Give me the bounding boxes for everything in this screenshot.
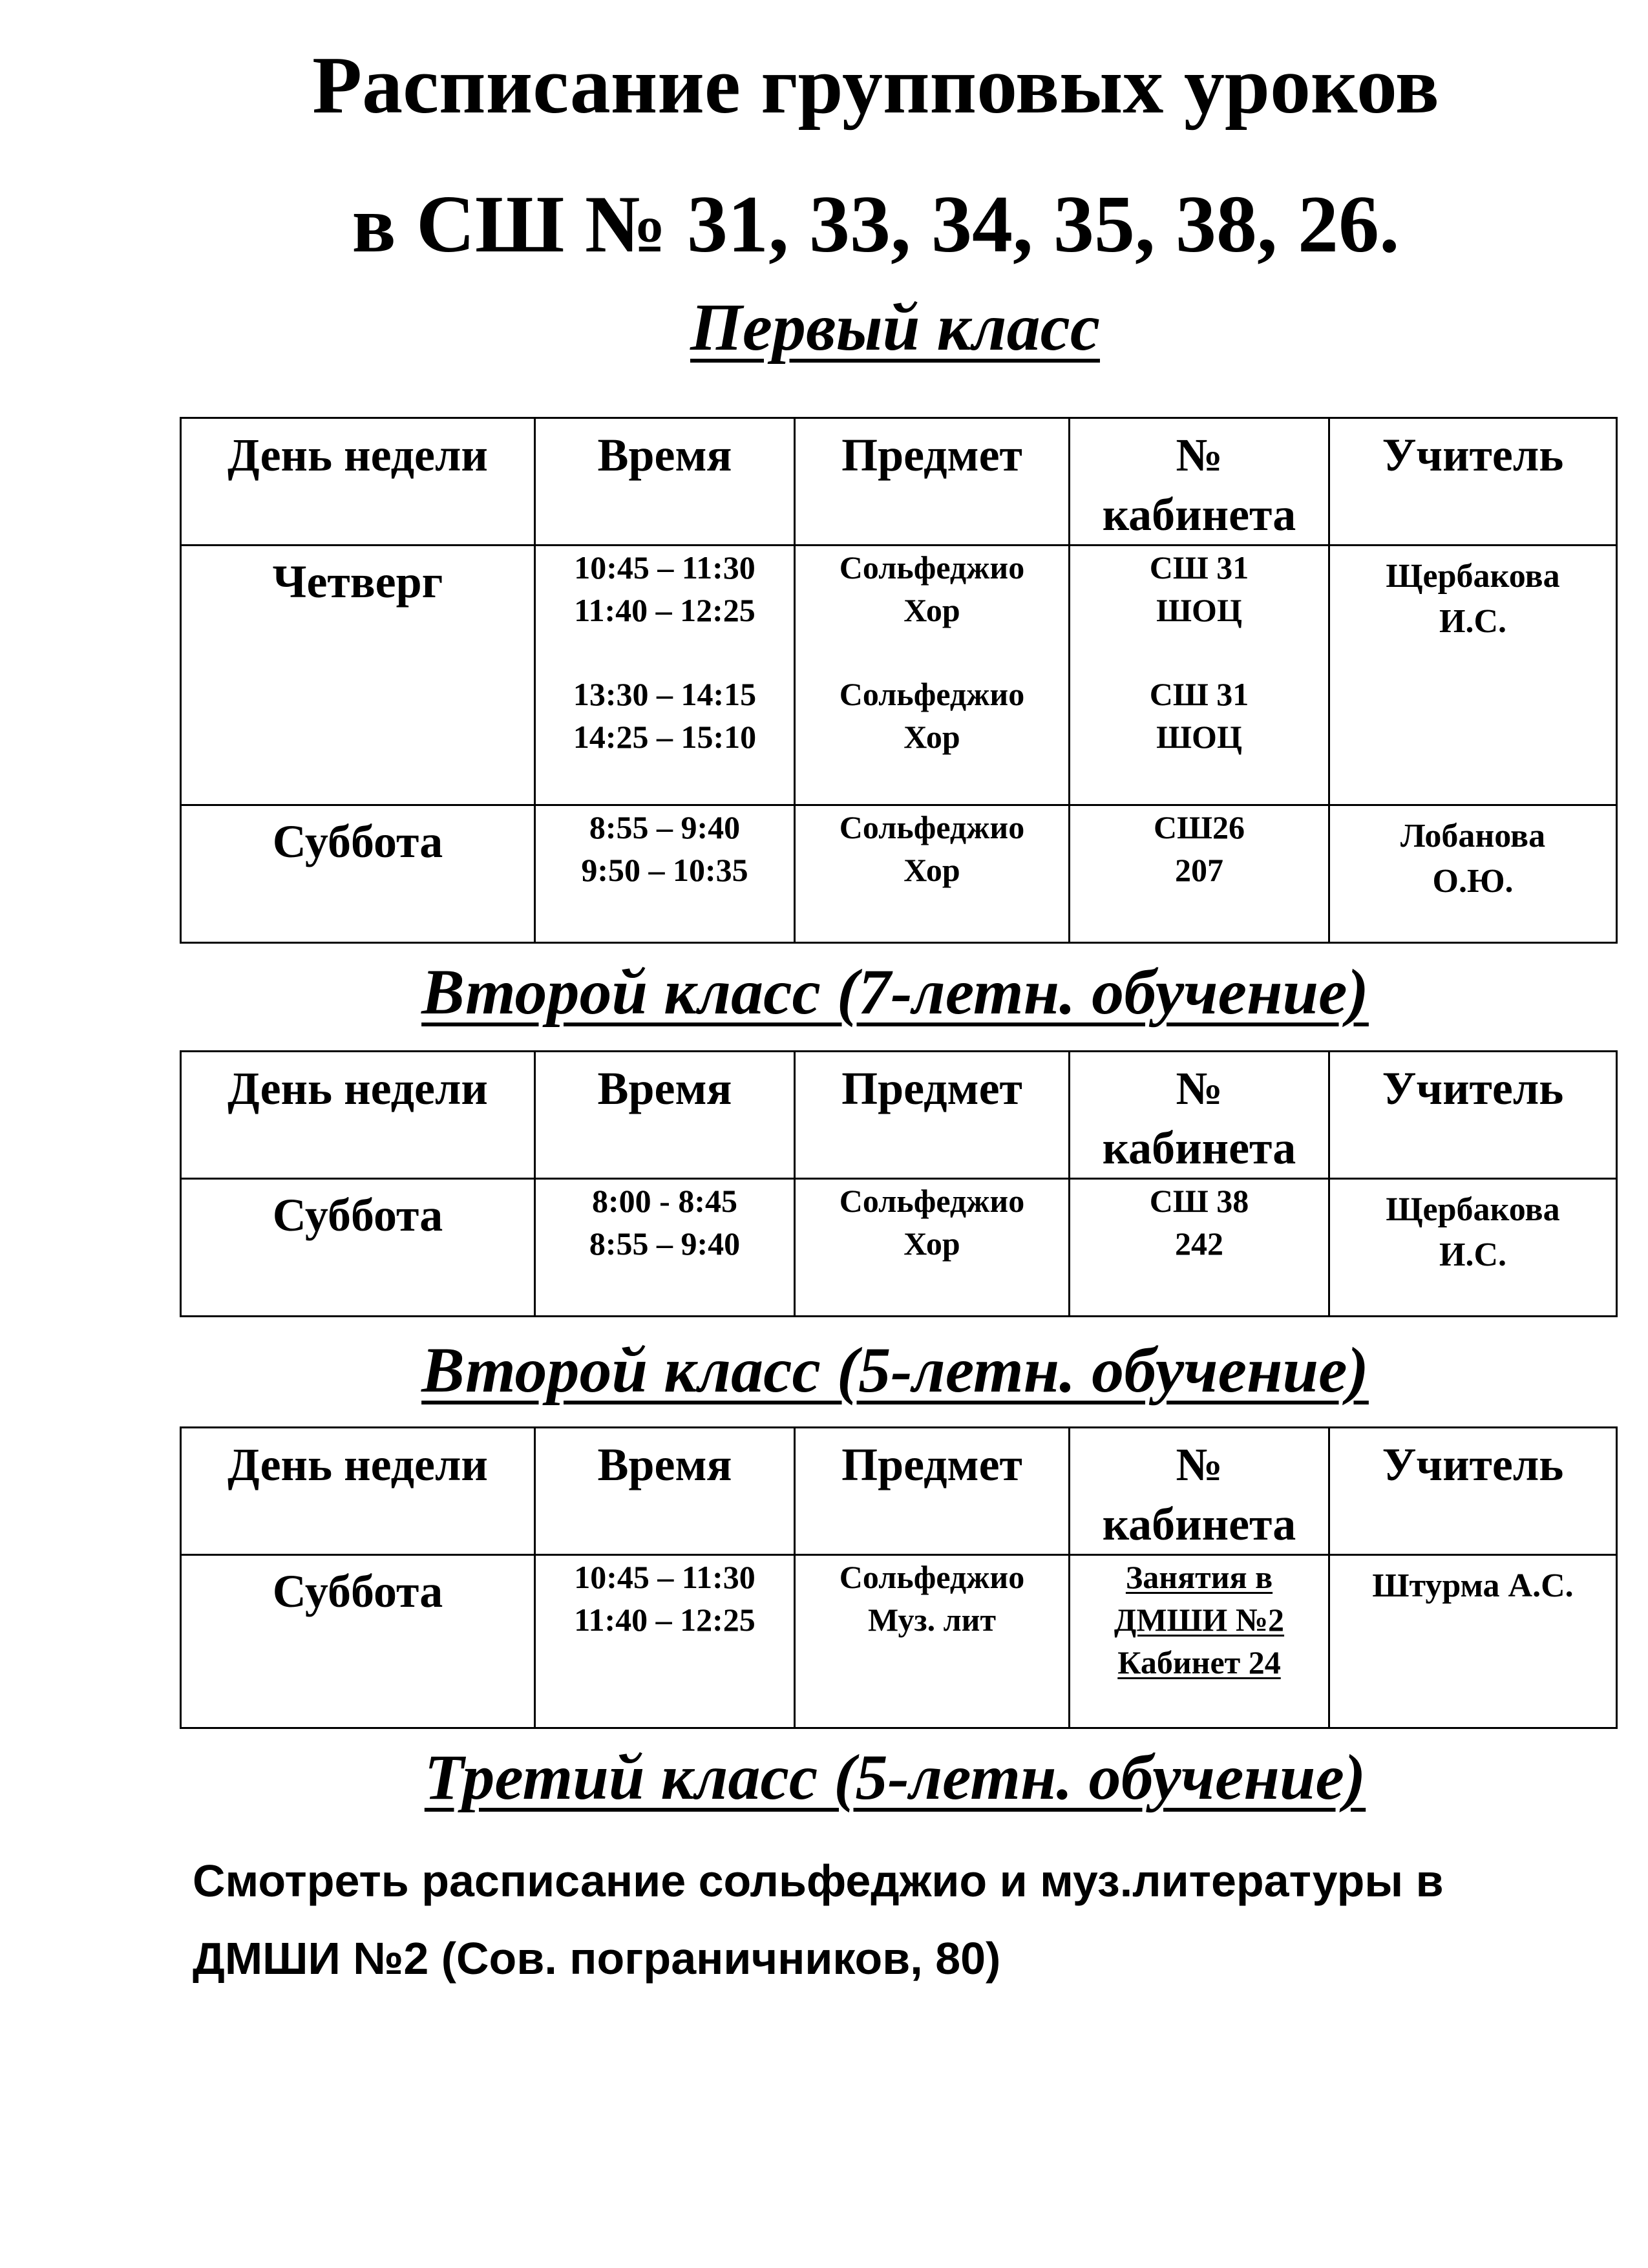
room-value: ШОЦ (1156, 592, 1242, 628)
subject-cell (795, 1179, 1070, 1317)
table-row (181, 546, 1617, 805)
note-line1: Смотреть расписание сольфеджио и муз.литературы в (193, 1856, 1444, 1906)
teacher-value: О.Ю. (1432, 863, 1514, 900)
time-cell (535, 546, 795, 805)
subject-cell (795, 805, 1070, 943)
table-header-row (181, 1052, 1617, 1179)
teacher-value: Щербакова (1386, 558, 1560, 595)
time-value: 10:45 – 11:30 (574, 1559, 755, 1595)
time-value: 9:50 – 10:35 (581, 852, 748, 888)
time-value: 10:45 – 11:30 (574, 549, 755, 586)
room-value: Кабинет 24 (1117, 1644, 1281, 1680)
schedule-note (193, 1842, 1614, 1997)
header-room-line1: № (1176, 1439, 1223, 1490)
day-cell: Четверг (181, 546, 535, 805)
room-value: СШ 31 (1149, 676, 1249, 712)
teacher-value: Штурма А.С. (1372, 1567, 1574, 1604)
subject-value: Хор (903, 852, 960, 888)
teacher-cell (1329, 1179, 1617, 1317)
table-row (181, 1555, 1617, 1728)
header-time: Время (535, 418, 795, 546)
time-value: 11:40 – 12:25 (574, 1602, 755, 1638)
time-value: 8:55 – 9:40 (589, 809, 741, 845)
subject-value: Сольфеджио (839, 676, 1025, 712)
subject-value: Хор (903, 592, 960, 628)
section-heading-third-class-5yr: Третий класс (5-летн. обучение) (424, 1741, 1366, 1813)
subject-value: Сольфеджио (839, 549, 1025, 586)
room-value: Занятия в (1125, 1559, 1273, 1595)
time-value: 11:40 – 12:25 (574, 592, 755, 628)
room-value: СШ 38 (1149, 1183, 1249, 1219)
time-value: 14:25 – 15:10 (573, 719, 757, 755)
page-title-line2: в СШ № 31, 33, 34, 35, 38, 26. (352, 180, 1400, 270)
room-cell (1070, 1179, 1329, 1317)
time-cell (535, 1179, 795, 1317)
time-cell (535, 805, 795, 943)
room-value: 207 (1175, 852, 1223, 888)
header-room-line1: № (1176, 1063, 1223, 1114)
header-room-line2: кабинета (1102, 1122, 1296, 1174)
header-teacher: Учитель (1329, 418, 1617, 546)
subject-value: Сольфеджио (839, 1559, 1025, 1595)
time-cell (535, 1555, 795, 1728)
room-value: СШ26 (1153, 809, 1245, 845)
room-value: 242 (1175, 1225, 1223, 1262)
subject-cell (795, 546, 1070, 805)
section-heading-second-class-5yr: Второй класс (5-летн. обучение) (421, 1334, 1369, 1406)
teacher-value: Лобанова (1400, 818, 1546, 854)
teacher-value: И.С. (1439, 603, 1506, 640)
schedule-table-first-class (180, 417, 1618, 944)
header-teacher: Учитель (1329, 1428, 1617, 1555)
section-heading-first-class: Первый класс (690, 290, 1100, 365)
teacher-value: Щербакова (1386, 1191, 1560, 1228)
room-cell (1070, 1555, 1329, 1728)
header-subject: Предмет (795, 1428, 1070, 1555)
subject-cell (795, 1555, 1070, 1728)
note-line2: ДМШИ №2 (Сов. пограничников, 80) (193, 1933, 1001, 1984)
header-room-line2: кабинета (1102, 489, 1296, 540)
page-title-line1: Расписание групповых уроков (312, 41, 1439, 131)
day-cell: Суббота (181, 1555, 535, 1728)
room-value: ШОЦ (1156, 719, 1242, 755)
time-value: 8:00 - 8:45 (592, 1183, 737, 1219)
table-header-row (181, 1428, 1617, 1555)
header-teacher: Учитель (1329, 1052, 1617, 1179)
header-room-line1: № (1176, 429, 1223, 481)
time-value: 13:30 – 14:15 (573, 676, 757, 712)
subject-value: Сольфеджио (839, 809, 1025, 845)
header-day: День недели (181, 418, 535, 546)
subject-value: Хор (903, 1225, 960, 1262)
teacher-cell (1329, 546, 1617, 805)
header-subject: Предмет (795, 418, 1070, 546)
header-day: День недели (181, 1052, 535, 1179)
header-room-line2: кабинета (1102, 1498, 1296, 1550)
header-room (1070, 1052, 1329, 1179)
room-value: СШ 31 (1149, 549, 1249, 586)
header-day: День недели (181, 1428, 535, 1555)
header-room (1070, 1428, 1329, 1555)
time-value: 8:55 – 9:40 (589, 1225, 741, 1262)
teacher-cell (1329, 1555, 1617, 1728)
subject-value: Хор (903, 719, 960, 755)
section-heading-second-class-7yr: Второй класс (7-летн. обучение) (421, 956, 1369, 1028)
teacher-value: И.С. (1439, 1236, 1506, 1273)
room-cell (1070, 805, 1329, 943)
room-cell (1070, 546, 1329, 805)
subject-value: Сольфеджио (839, 1183, 1025, 1219)
room-value: ДМШИ №2 (1114, 1602, 1285, 1638)
schedule-table-second-class-7yr (180, 1050, 1618, 1317)
day-cell: Суббота (181, 1179, 535, 1317)
header-room (1070, 418, 1329, 546)
header-subject: Предмет (795, 1052, 1070, 1179)
table-row (181, 805, 1617, 943)
schedule-table-second-class-5yr (180, 1426, 1618, 1729)
header-time: Время (535, 1428, 795, 1555)
table-row (181, 1179, 1617, 1317)
table-header-row (181, 418, 1617, 546)
header-time: Время (535, 1052, 795, 1179)
day-cell: Суббота (181, 805, 535, 943)
subject-value: Муз. лит (867, 1602, 997, 1638)
teacher-cell (1329, 805, 1617, 943)
